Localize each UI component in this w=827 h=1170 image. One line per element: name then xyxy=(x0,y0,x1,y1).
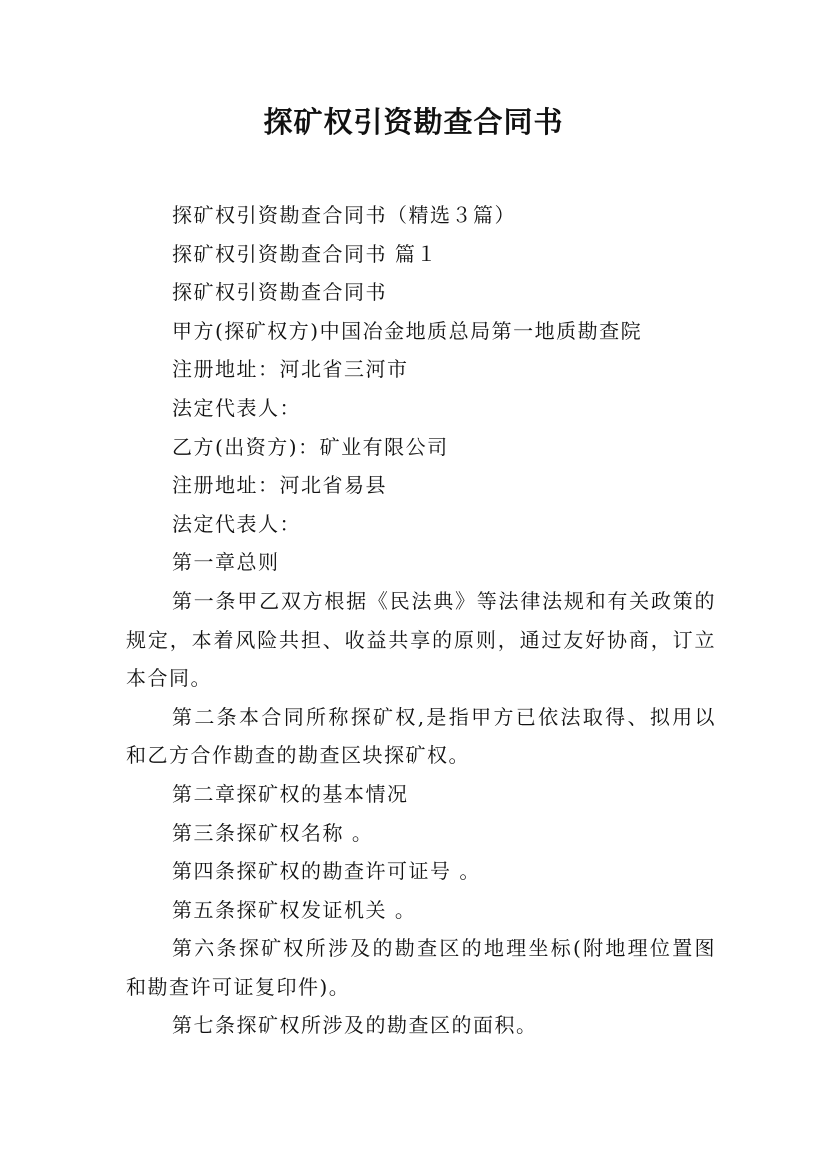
chapter-2-heading: 第二章探矿权的基本情况 xyxy=(172,781,409,806)
article-2: 第二条本合同所称探矿权,是指甲方已依法取得、拟用以和乙方合作勘查的勘查区块探矿权。 xyxy=(126,704,716,768)
party-b-address: 注册地址：河北省易县 xyxy=(172,473,387,498)
party-a: 甲方(探矿权方)中国冶金地质总局第一地质勘查院 xyxy=(172,318,643,343)
article-6: 第六条探矿权所涉及的勘查区的地理坐标(附地理位置图和勘查许可证复印件)。 xyxy=(126,936,716,999)
article-1: 第一条甲乙双方根据《民法典》等法律法规和有关政策的规定，本着风险共担、收益共享的原则，通过友好协商，订立本合同。 xyxy=(126,588,716,691)
heading-piece: 探矿权引资勘查合同书 篇１ xyxy=(172,241,438,266)
document-body xyxy=(126,196,716,1045)
party-a-address: 注册地址：河北省三河市 xyxy=(172,357,409,382)
article-4: 第四条探矿权的勘查许可证号 。 xyxy=(172,859,481,884)
article-7: 第七条探矿权所涉及的勘查区的面积。 xyxy=(172,1013,538,1038)
heading-selected: 探矿权引资勘查合同书（精选３篇） xyxy=(172,203,516,227)
chapter-1-heading: 第一章总则 xyxy=(172,550,280,575)
heading-contract: 探矿权引资勘查合同书 xyxy=(172,280,387,305)
article-3: 第三条探矿权名称 。 xyxy=(172,820,374,845)
party-a-representative: 法定代表人： xyxy=(172,395,301,420)
article-5: 第五条探矿权发证机关 。 xyxy=(172,897,417,922)
party-b-representative: 法定代表人： xyxy=(172,511,301,536)
party-b: 乙方(出资方)：矿业有限公司 xyxy=(172,434,449,459)
document-title: 探矿权引资勘查合同书 xyxy=(263,105,564,139)
